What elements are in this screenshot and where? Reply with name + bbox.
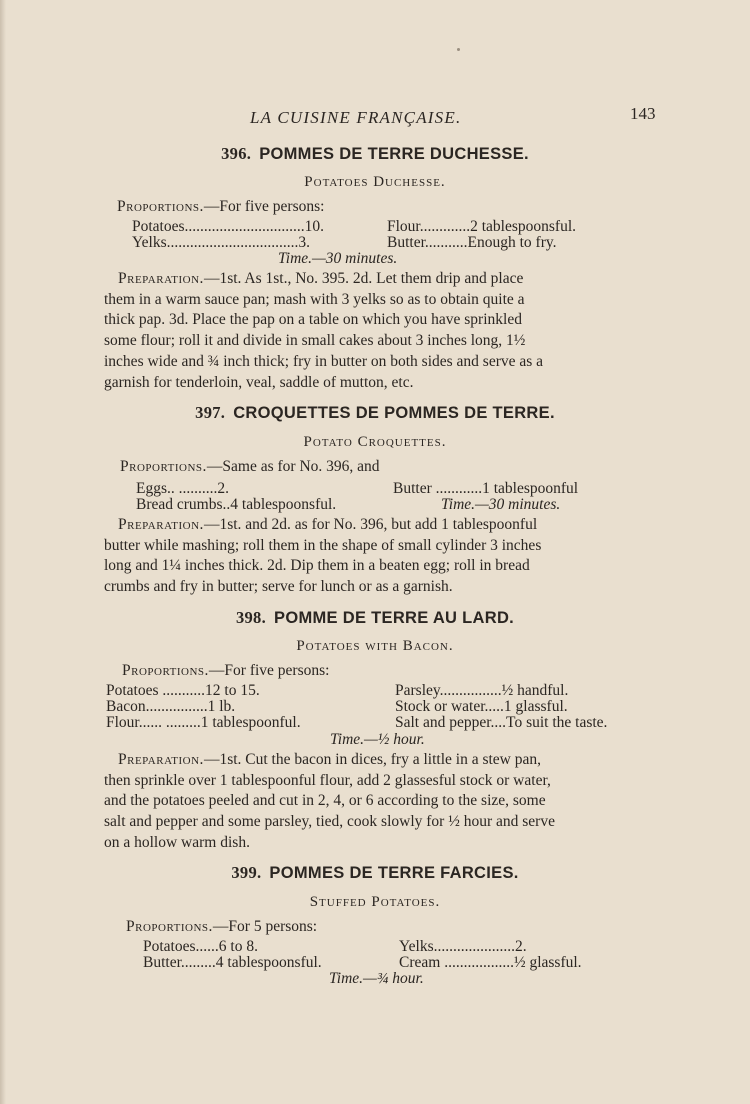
- page-number: 143: [630, 104, 656, 123]
- cooking-time: Time.—¾ hour.: [329, 970, 424, 987]
- proportions-line: [126, 918, 317, 936]
- recipe-subtitle: Potato Croquettes.: [303, 434, 447, 450]
- recipe-number: 399.: [231, 863, 262, 882]
- proportions-intro: —Same as for No. 396, and: [206, 458, 380, 475]
- preparation-line: then sprinkle over 1 tablespoonful flour, add 2 glassesful stock or water,: [104, 771, 551, 789]
- recipe-subtitle: Potatoes Duchesse.: [304, 174, 446, 190]
- ingredient-right: Butter...........Enough to fry.: [387, 234, 557, 251]
- recipe-number: 397.: [195, 403, 226, 422]
- ingredient-left: Eggs.. ..........2.: [136, 480, 229, 497]
- proportions-line: [120, 458, 380, 476]
- recipe-title: [0, 608, 750, 628]
- preparation-line: them in a warm sauce pan; mash with 3 yelks so as to obtain quite a: [104, 290, 525, 308]
- proportions-label: Proportions.: [126, 918, 213, 935]
- recipe-title-text: POMME DE TERRE AU LARD.: [274, 609, 515, 627]
- preparation-line: crumbs and fry in butter; serve for lunch or as a garnish.: [104, 578, 453, 596]
- cooking-time: Time.—30 minutes.: [278, 250, 398, 267]
- page-header: [0, 104, 750, 132]
- ingredient-right: Yelks.....................2.: [399, 938, 527, 955]
- proportions-intro: —For five persons:: [203, 198, 325, 215]
- running-title: LA CUISINE FRANÇAISE.: [250, 108, 462, 127]
- page-edge: [0, 0, 6, 1104]
- preparation: [104, 750, 660, 854]
- ingredient-left: Flour...... .........1 tablespoonful.: [106, 714, 301, 731]
- ingredient-right: Cream ..................½ glassful.: [399, 954, 582, 971]
- recipe-subtitle: Potatoes with Bacon.: [296, 638, 454, 654]
- ingredient-right: Parsley................½ handful.: [395, 682, 569, 699]
- ingredient-left: Butter.........4 tablespoonsful.: [143, 954, 322, 971]
- preparation-label: Preparation.: [118, 270, 204, 287]
- preparation-line: —1st. As 1st., No. 395. 2d. Let them drip and place: [203, 270, 524, 287]
- preparation: [104, 515, 660, 598]
- recipe-title: [0, 144, 750, 164]
- recipe-title: [0, 403, 750, 423]
- paper-speck: [457, 48, 460, 51]
- ingredient-left: Potatoes ...........12 to 15.: [106, 682, 260, 699]
- recipe-title-text: POMMES DE TERRE FARCIES.: [269, 864, 519, 882]
- preparation-line: salt and pepper and some parsley, tied, cook slowly for ½ hour and serve: [104, 813, 555, 831]
- ingredient-right: Butter ............1 tablespoonful: [393, 480, 579, 497]
- preparation-line: thick pap. 3d. Place the pap on a table on which you have sprinkled: [104, 311, 522, 329]
- ingredient-right: Stock or water.....1 glassful.: [395, 698, 568, 715]
- ingredient-left: Bacon................1 lb.: [106, 698, 236, 715]
- proportions-intro: —For 5 persons:: [212, 918, 318, 935]
- ingredient-left: Potatoes...............................10.: [132, 218, 325, 235]
- preparation-line: —1st. and 2d. as for No. 396, but add 1 tablespoonful: [203, 516, 538, 533]
- preparation-line: and the potatoes peeled and cut in 2, 4, or 6 according to the size, some: [104, 792, 546, 810]
- proportions-line: [122, 662, 329, 680]
- preparation-line: long and 1¼ inches thick. 2d. Dip them in a beaten egg; roll in bread: [104, 557, 530, 575]
- recipe-title-text: POMMES DE TERRE DUCHESSE.: [259, 145, 529, 163]
- ingredient-right: Flour.............2 tablespoonsful.: [387, 218, 577, 235]
- preparation-label: Preparation.: [118, 516, 204, 533]
- preparation: [104, 269, 660, 393]
- ingredient-left: Potatoes......6 to 8.: [143, 938, 258, 955]
- ingredient-left: Bread crumbs..4 tablespoonsful.: [136, 496, 337, 513]
- ingredient-right: Salt and pepper....To suit the taste.: [395, 714, 608, 731]
- proportions-label: Proportions.: [117, 198, 204, 215]
- recipe-title: [0, 863, 750, 883]
- proportions-line: [117, 198, 324, 216]
- preparation-line: —1st. Cut the bacon in dices, fry a little in a stew pan,: [203, 751, 541, 768]
- recipe-title-text: CROQUETTES DE POMMES DE TERRE.: [233, 404, 555, 422]
- preparation-line: inches wide and ¾ inch thick; fry in butter on both sides and serve as a: [104, 352, 544, 370]
- proportions-intro: —For five persons:: [208, 662, 330, 679]
- recipe-number: 398.: [235, 608, 267, 627]
- preparation-line: on a hollow warm dish.: [104, 833, 250, 851]
- preparation-line: some flour; roll it and divide in small cakes about 3 inches long, 1½: [104, 332, 526, 350]
- ingredient-left: Yelks..................................3.: [132, 234, 310, 251]
- recipe-subtitle: Stuffed Potatoes.: [309, 894, 441, 910]
- proportions-label: Proportions.: [120, 458, 207, 475]
- proportions-label: Proportions.: [122, 662, 209, 679]
- cooking-time: Time.—30 minutes.: [441, 496, 561, 513]
- recipe-number: 396.: [221, 144, 252, 163]
- preparation-label: Preparation.: [118, 751, 204, 768]
- cooking-time: Time.—½ hour.: [330, 731, 425, 748]
- preparation-line: butter while mashing; roll them in the shape of small cylinder 3 inches: [104, 536, 542, 554]
- preparation-line: garnish for tenderloin, veal, saddle of mutton, etc.: [104, 373, 414, 391]
